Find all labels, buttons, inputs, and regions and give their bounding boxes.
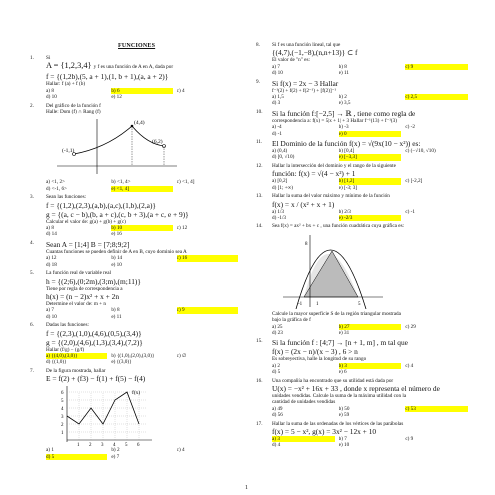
page-number: 1 <box>245 485 248 491</box>
problem-number: 6. <box>30 322 34 329</box>
problem-line: De la figura mostrada, hallar <box>46 367 106 374</box>
answer-option: b) 8 <box>111 307 120 314</box>
graph-point-label: (4,4) <box>134 120 145 127</box>
answer-option: a) 1/3 <box>272 208 284 215</box>
answer-options <box>272 406 468 419</box>
answer-options <box>46 179 238 192</box>
answer-option-highlighted: b) 3 <box>339 363 402 369</box>
problem-line: h(x) = (n − 2)x² + x + 2n <box>46 291 120 301</box>
answer-option: d) 23 <box>272 329 283 336</box>
answer-option: b) {(1,0),(2,0),(3,0)} <box>111 352 155 359</box>
answer-option: e) [-3; 3] <box>338 184 358 191</box>
problem-number: 13. <box>256 193 263 200</box>
problem-number: 10. <box>256 108 263 115</box>
problem-number: 12. <box>256 162 263 169</box>
problem-number: 14. <box>256 223 263 230</box>
problem-body <box>272 42 468 77</box>
problem-number: 15. <box>256 338 263 345</box>
answer-option: b) <1, 4> <box>111 179 131 186</box>
problem-line: Determine el valor de: m + n <box>46 300 106 307</box>
answer-options <box>46 225 238 238</box>
problem-line: f(x) = x / (x² + x + 1) <box>272 199 335 209</box>
problem-line: f = {(1,2),(2,3),(a,b),(a,c),(1,b),(2,a)} <box>46 200 156 210</box>
problem-number: 4. <box>30 239 34 246</box>
answer-option: e) 31 <box>338 329 350 336</box>
answer-option-highlighted: c) 9 <box>405 64 468 70</box>
problem <box>30 240 238 268</box>
answer-option-highlighted: b) 27 <box>339 324 402 330</box>
problem-body <box>46 240 238 268</box>
graph-label-neg: -1 <box>298 301 303 307</box>
answer-options <box>46 88 238 101</box>
y-tick-label: 3 <box>61 415 64 421</box>
y-tick-label: 6 <box>61 391 64 397</box>
answer-option-highlighted: a) {(4,0),(3,0)} <box>46 353 107 359</box>
answer-option: a) -4 <box>272 124 282 131</box>
problem-line: g = {(a, c − b),(b, a + c),(c, b + 3),(a + c, e + 9)} <box>46 209 189 219</box>
problem-line: correspondencia a: f(x) = 5|x + 1| + 3 Hallar f⁻¹(13) + f⁻¹(3) <box>272 117 397 124</box>
answer-options <box>46 307 238 320</box>
answer-option: e) 59 <box>338 412 350 419</box>
answer-options <box>272 363 468 376</box>
answer-option: e) 10 <box>111 261 122 268</box>
answer-option: d) 56 <box>272 412 283 419</box>
answer-option: e) 11 <box>338 70 349 77</box>
answer-option: c) 4 <box>405 362 414 369</box>
answer-option: d) 18 <box>46 261 57 268</box>
problem-line: Sean las funciones: <box>46 194 87 201</box>
answer-option: a) 25 <box>272 323 283 330</box>
problem-line: h = {(2;6),(0;2m),(3;m),(m;11)} <box>46 276 141 286</box>
problem-body <box>272 311 468 337</box>
answer-option: d) 4 <box>272 442 281 449</box>
answer-option: a) [0,2] <box>272 178 288 185</box>
problem-body <box>272 163 468 191</box>
answer-option: c) 4 <box>176 447 185 454</box>
answer-option: d) <-1, 6> <box>46 185 67 192</box>
problem-line: f⁻¹(2) + f(2) + f(2⁻¹) + [f(2)]⁻¹ <box>272 87 336 94</box>
graph-label-ylabel: 8 <box>305 241 308 247</box>
function-graph-7 <box>52 384 162 446</box>
function-label: f(x) <box>132 390 141 397</box>
problem-number: 9. <box>256 78 260 85</box>
problem-number: 17. <box>256 420 263 427</box>
answer-option: d) [1; +∞) <box>272 184 294 191</box>
answer-option: d) -1/3 <box>272 214 286 221</box>
problem-body <box>272 139 468 161</box>
answer-option: b) 2 <box>338 94 347 101</box>
answer-option-highlighted: c) 9 <box>177 307 238 313</box>
answer-option-highlighted: a) 3 <box>272 436 335 442</box>
answer-option: d) 3 <box>272 100 281 107</box>
problem-line: Si f es una función lineal, tal que <box>272 42 341 48</box>
answer-option: a) 7 <box>46 307 54 314</box>
problem <box>256 109 468 137</box>
answer-options <box>46 353 238 366</box>
curve <box>74 126 164 154</box>
problem <box>256 193 468 221</box>
set-value: A = {1,2,3,4} <box>46 61 92 71</box>
problem-body <box>46 55 238 101</box>
answer-option: c) 12 <box>176 225 188 232</box>
problem-line: Del gráfico de la función f <box>46 102 101 109</box>
answer-option-highlighted: e) [−3,3] <box>339 154 402 160</box>
problem-number: 2. <box>30 102 34 109</box>
x-tick-label: 4 <box>113 443 116 447</box>
answer-option: a) 8 <box>46 87 54 94</box>
answer-option-highlighted: c) 16 <box>177 255 238 261</box>
problem-line: E = f(2) + (f3) − f(1) + f(5) − f(4) <box>46 374 146 384</box>
answer-option: e) 6 <box>338 369 347 376</box>
problem-number: 7. <box>30 367 34 374</box>
y-tick-label: 2 <box>61 423 64 429</box>
problem-line: U(x) = −x² + 16x + 33 , donde x representa el número de <box>272 383 440 393</box>
problem-line: La función real de variable real <box>46 270 111 277</box>
answer-option: e) 16 <box>111 231 122 238</box>
answer-option: c) 4 <box>176 87 185 94</box>
problem <box>30 270 238 320</box>
problem-number: 1. <box>30 55 34 61</box>
problem <box>256 378 468 419</box>
x-tick-label: 6 <box>137 443 140 447</box>
problem-body <box>46 194 238 238</box>
problem-body <box>46 103 238 193</box>
problem-body <box>272 338 468 375</box>
answer-option: c) 9 <box>405 436 414 442</box>
problem-body <box>272 378 468 419</box>
answer-option-highlighted: d) 5 <box>46 454 107 460</box>
answer-option: a) 1 <box>46 447 54 454</box>
graph-label-xlabel: 5 <box>358 301 361 307</box>
answer-options <box>272 324 468 337</box>
domain-range-graph <box>52 116 182 178</box>
answer-option: b) 8 <box>338 63 347 70</box>
problem-number: 11. <box>256 139 263 146</box>
answer-option: a) <1, 2> <box>46 179 65 186</box>
answer-option: e) 10 <box>338 442 350 449</box>
answer-option: c) <1, 4] <box>176 179 195 186</box>
problem-line: cantidad de unidades vendidas <box>272 399 336 406</box>
answer-options <box>272 124 468 137</box>
answer-option: c) -2 <box>405 124 415 131</box>
problem-line: f(x) = (2x − n)/(x − 3) , 6 > n <box>272 347 358 357</box>
problem-line: bajo la gráfica de f <box>272 317 311 324</box>
problem <box>30 103 238 193</box>
graph-point-label: (6,2) <box>152 139 163 146</box>
problem-number: 8. <box>256 42 260 48</box>
answer-option: e) 7 <box>111 453 120 460</box>
answer-option: b) 50 <box>338 405 350 412</box>
problem-line: Calcular el valor de: g(a) + g(b) + g(c) <box>46 218 126 225</box>
answer-option: e) 11 <box>111 313 122 320</box>
answer-option: c) [-2,2] <box>405 178 423 185</box>
problem-body <box>46 322 238 366</box>
problem <box>256 223 468 308</box>
problem <box>30 55 238 101</box>
answer-option-highlighted: e) -2/3 <box>339 215 402 221</box>
answer-option: a) (0,4) <box>272 148 288 155</box>
problem <box>30 194 238 238</box>
problem-line: Hallar la intersección del dominio y el rango de la siguiente <box>272 162 396 169</box>
answer-option: e) {(3,0)} <box>111 359 132 366</box>
problem <box>256 79 468 107</box>
answer-option: d) -1 <box>272 130 282 137</box>
problem-line: Si f(x) = 2x − 3 Hallar <box>272 78 339 88</box>
answer-options <box>272 94 468 107</box>
answer-option: e) 3,5 <box>338 100 351 107</box>
problem-number: 3. <box>30 194 34 201</box>
problem <box>256 421 468 449</box>
problem-line: El Dominio de la función f(x) = √(9x(10 − x²)) es: <box>272 139 421 149</box>
problem-line: Hallar la suma de las ordenadas de los vértices de las parábolas <box>272 420 404 427</box>
problem-line: g = {(2,0),(4,6),(1,3),(3,4),(7,2)} <box>46 337 143 347</box>
problem-body <box>46 368 238 460</box>
answer-options <box>272 436 468 449</box>
answer-option: b) 2 <box>111 447 120 454</box>
answer-option-highlighted: e) 0 <box>339 131 402 137</box>
problem-line: Hallar: f (a) + f (b) <box>46 81 86 88</box>
answer-options <box>272 64 468 77</box>
answer-option-highlighted: c) 53 <box>405 406 468 412</box>
problem-body <box>272 421 468 449</box>
answer-option: a) 12 <box>46 255 57 262</box>
problem <box>256 139 468 161</box>
problem-body <box>272 109 468 137</box>
problem-line: Cuantas funciones se pueden definir de A en B, cuyo dominio sea A <box>46 248 187 255</box>
problem <box>256 163 468 191</box>
problem-number: 5. <box>30 270 34 277</box>
problem-line: función: f(x) = √(4 − x²) + 1 <box>272 169 356 179</box>
problem-line: Hallar (f/g) − (g/f) <box>46 346 85 353</box>
right-column <box>256 42 468 451</box>
answer-options <box>46 255 238 268</box>
answer-option: a) 1,5 <box>272 94 284 101</box>
problem-body <box>272 79 468 107</box>
x-tick-label: 3 <box>101 443 104 447</box>
problem-body <box>46 270 238 320</box>
problem-line: Si la función f:[−2,5] → ℝ , tiene como regla de <box>272 108 416 118</box>
x-tick-label: 1 <box>77 443 80 447</box>
answer-option: b) 7 <box>338 436 347 442</box>
answer-option: c) 29 <box>405 323 416 330</box>
problem <box>256 338 468 375</box>
answer-option: d) {(1,0)} <box>46 359 67 366</box>
answer-option: b) [0,4] <box>338 148 355 155</box>
answer-option-highlighted: b) [1,2] <box>339 178 402 184</box>
problem-line: Halle: Dom (f) ∩ Rang (f) <box>46 109 101 116</box>
problem-body <box>272 193 468 221</box>
x-tick-label: 5 <box>125 443 128 447</box>
y-tick-label: 5 <box>61 399 64 405</box>
answer-option: d) 5 <box>272 369 281 376</box>
answer-option: e) 12 <box>111 94 122 101</box>
problem-line: f = {(2,3),(1,0),(4,6),(0,5),(3,4)} <box>46 328 142 338</box>
problem-line: Una compañía ha encontrado que su utilidad está dada por <box>272 377 394 384</box>
answer-option: c) -1 <box>405 208 415 215</box>
answer-option: a) 8 <box>46 225 54 232</box>
problem-line: El valor de "n" es: <box>272 57 310 64</box>
problem-line: Hallar la suma del valor máximo y mínimo de la función <box>272 193 390 200</box>
answer-option: d) 14 <box>46 231 57 238</box>
problem-line: Tiene por regla de correspondencia a <box>46 285 123 292</box>
problem-line: Es sobreyectiva, halle la longitud de su rango <box>272 356 367 363</box>
problem-line: f(x) = 5 − x², g(x) = 3x² − 12x + 10 <box>272 427 377 436</box>
answer-option-highlighted: c) 2,5 <box>405 94 468 100</box>
y-tick-label: 4 <box>61 407 64 413</box>
problem-line: f = {(1,2b),(5, a + 1),(1, b + 1),(a, a + 2)} <box>46 72 169 82</box>
problem-number: 16. <box>256 377 263 384</box>
left-column <box>30 55 238 462</box>
problem-line: Si <box>46 55 51 61</box>
answer-option: b) 2/3 <box>338 208 351 215</box>
answer-option: a) 2 <box>272 362 280 369</box>
answer-option: a) 49 <box>272 405 283 412</box>
answer-option-highlighted: b) 6 <box>111 88 172 94</box>
problem <box>30 322 238 366</box>
problem-body <box>272 223 468 308</box>
problem-line: Sea f(x) = ax² + bx + c , una función cuadrática cuya gráfica es: <box>272 223 405 230</box>
problem-line: {(4,7),(−1,−8),(n,n+13)} ⊂ f <box>272 48 358 58</box>
problem-line: Calcule la mayor superficie S de la región triangular mostrada <box>272 310 401 317</box>
answer-option: a) 7 <box>272 63 280 70</box>
problem-line: Dadas las funciones: <box>46 322 89 329</box>
parabola-graph <box>278 231 388 309</box>
answer-options <box>272 178 468 191</box>
problem-line: Sean A = [1;4] B = [7;8;9;2] <box>46 239 130 249</box>
problem <box>256 42 468 77</box>
problem-line: unidades vendidas. Calcule la suma de la máxima utilidad con la <box>272 392 407 399</box>
problem <box>256 311 468 337</box>
answer-options <box>272 209 468 222</box>
set-definition <box>46 61 238 72</box>
problem <box>30 368 238 460</box>
answer-option-highlighted: b) 10 <box>111 225 172 231</box>
page-title: FUNCIONES <box>118 43 156 49</box>
answer-option: c) ∅ <box>176 352 187 359</box>
answer-option: d) 10 <box>46 313 57 320</box>
answer-option-highlighted: e) <1, 4] <box>111 186 172 192</box>
answer-option: d) 10 <box>46 94 57 101</box>
graph-point-label: (-1,1) <box>62 148 75 155</box>
answer-option: d) 10 <box>272 70 283 77</box>
answer-option: b) -3 <box>338 124 349 131</box>
answer-options <box>272 148 468 161</box>
problem-line: Si la función f : [4;7] → [n + 1, m] , m tal que <box>272 338 408 348</box>
answer-option: c) (−√10, √10) <box>405 148 436 155</box>
answer-option: d) [0, √10) <box>272 154 295 161</box>
graph-label-one: 1 <box>316 301 319 307</box>
answer-option: b) 14 <box>111 255 123 262</box>
answer-options <box>46 447 238 460</box>
set-note: y f es una función de A en A, dada por <box>93 64 174 71</box>
x-tick-label: 2 <box>89 443 92 447</box>
y-tick-label: 1 <box>61 431 64 437</box>
